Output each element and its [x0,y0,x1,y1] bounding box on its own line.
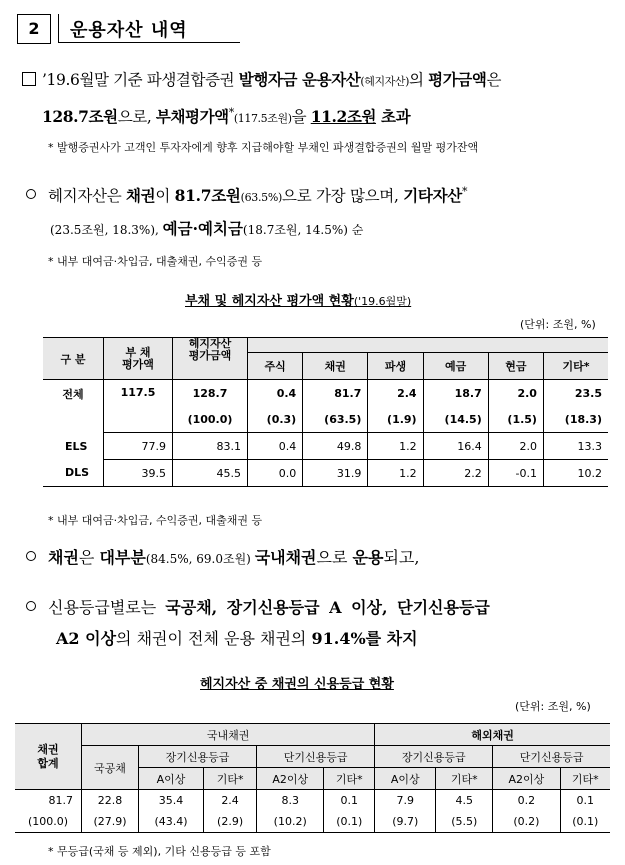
cell: 81.7 [303,380,368,407]
text-bold: A2 이상 [56,629,117,648]
text-small: (63.5%) [240,191,283,205]
header-col: 예금 [423,353,488,380]
table-row [43,433,608,460]
text-bold: 운용 [352,548,384,567]
paragraph-3 [26,542,419,575]
paragraph-1 [22,64,622,134]
text: 헤지자산은 [48,187,126,206]
text-bold: 부채평가액 [155,107,229,127]
row-label: 전체 [43,380,104,433]
header-gov: 국공채 [82,746,139,790]
header-hedge: 헤지자산 평가금액 [173,338,248,380]
text-bold: 초과 [376,107,411,127]
cell: 22.8 [82,790,139,812]
credit-rating-table [15,723,610,833]
section-divider [58,14,59,43]
text-bold: 예금·예치금 [162,219,243,239]
cell: 0.4 [248,433,303,460]
cell: (9.7) [375,811,436,833]
cell: 49.8 [303,433,368,460]
table1-title-suffix: ('19.6월말) [353,295,412,308]
cell: (100.0) [173,406,248,433]
cell: 83.1 [173,433,248,460]
cell: (0.3) [248,406,303,433]
note-1: * 발행증권사가 고객인 투자자에게 향후 지급해야할 부채인 파생결합증권의 월말 평가잔액 [48,141,479,154]
cell: 8.3 [257,790,324,812]
text: 으로 가장 많으며, [282,187,404,206]
table-row [43,380,608,407]
text-bold: 국내채권 [254,548,317,567]
cell: (27.9) [82,811,139,833]
text: 으로, [117,108,156,127]
text: 을 [291,108,311,127]
text: ’19.6월말 기준 파생결합증권 [42,71,239,89]
header-sub: 기타* [324,768,375,790]
cell: 0.2 [493,790,560,812]
header-long-foreign: 장기신용등급 [375,746,493,768]
cell: 2.4 [368,380,423,407]
section-number: 2 [17,14,51,44]
text: 의 [409,71,429,89]
header-spacer [248,338,609,353]
cell: 1.2 [368,460,423,487]
row-label: ELS [43,433,104,460]
text-bold: 채권 [48,548,79,567]
cell: 23.5 [543,380,608,407]
cell: 81.7 [15,790,82,812]
header-col: 현금 [488,353,543,380]
text-bold: 91.4%를 차지 [311,629,418,648]
header-total: 채권 합계 [15,724,82,790]
paragraph-2 [26,176,625,246]
table1-title-text: 부채 및 헤지자산 평가액 현황 [185,294,354,309]
note-2: * 내부 대여금·차입금, 대출채권, 수익증권 등 [48,255,263,268]
cell: (100.0) [15,811,82,833]
text-bold: 11.2조원 [310,107,377,127]
header-domestic: 국내채권 [82,724,375,746]
table2-unit: (단위: 조원, %) [515,700,591,713]
table2-note: * 무등급(국채 등 제외), 기타 신용등급 등 포함 [48,845,271,858]
cell: 16.4 [423,433,488,460]
cell: 10.2 [543,460,608,487]
circle-bullet-icon [26,189,36,199]
table-row [43,460,608,487]
text-bold: 평가금액 [428,70,487,89]
cell: (2.9) [204,811,257,833]
cell: 2.4 [204,790,257,812]
footnote-marker: * [228,106,234,119]
header-long: 장기신용등급 [139,746,257,768]
cell: 2.0 [488,433,543,460]
cell: (1.5) [488,406,543,433]
circle-bullet-icon [26,601,36,611]
cell: (10.2) [257,811,324,833]
text-bold: 기타자산 [403,186,462,206]
text: 은 [78,548,100,567]
cell: 1.2 [368,433,423,460]
cell: (18.3) [543,406,608,433]
text: 의 채권이 전체 운용 채권의 [116,629,312,648]
cell: 39.5 [104,460,173,487]
cell: 77.9 [104,433,173,460]
cell: 0.4 [248,380,303,407]
cell: 0.1 [560,790,610,812]
cell: (5.5) [436,811,493,833]
text-bold: 대부분 [99,548,146,567]
header-sub: 기타* [436,768,493,790]
text: 은 [486,71,502,89]
cell: (1.9) [368,406,423,433]
header-short-foreign: 단기신용등급 [493,746,610,768]
cell: -0.1 [488,460,543,487]
cell: 18.7 [423,380,488,407]
text-small: (84.5%, 69.0조원) [145,552,255,566]
cell: 4.5 [436,790,493,812]
text-bold: 발행자금 운용자산 [238,70,361,89]
cell: (14.5) [423,406,488,433]
text-small: (117.5조원) [233,112,292,126]
section-underline [58,42,240,43]
header-short: 단기신용등급 [257,746,375,768]
footnote-marker: * [461,185,468,198]
header-sub: A이상 [375,768,436,790]
header-sub: 기타* [204,768,257,790]
cell: 117.5 [104,380,173,433]
paragraph-4 [26,592,625,654]
header-sub: 기타* [560,768,610,790]
cell: 13.3 [543,433,608,460]
text: 신용등급별로는 [48,598,166,617]
cell: 45.5 [173,460,248,487]
text-small: (23.5조원, 18.3%), [50,223,163,238]
cell: 0.1 [324,790,375,812]
cell: (0.1) [560,811,610,833]
header-col: 채권 [303,353,368,380]
cell: (0.1) [324,811,375,833]
cell: (63.5) [303,406,368,433]
section-title: 운용자산 내역 [70,20,188,41]
header-foreign: 해외채권 [375,724,610,746]
table-row [15,811,610,833]
liability-hedge-table [43,337,608,487]
text: 으로 [316,548,353,567]
text-bold: 국공채, 장기신용등급 A 이상, 단기신용등급 [165,598,490,617]
cell: 128.7 [173,380,248,407]
cell: 2.0 [488,380,543,407]
row-label: DLS [43,460,104,487]
header-sub: A이상 [139,768,204,790]
text-small: (헤지자산) [360,75,410,88]
text-bold: 81.7조원 [174,186,241,206]
table-row [15,790,610,812]
table1-title [185,290,411,309]
cell: 35.4 [139,790,204,812]
cell: (0.2) [493,811,560,833]
text: 되고, [383,548,420,567]
table1-note: * 내부 대여금·차입금, 수익증권, 대출채권 등 [48,514,263,527]
square-bullet-icon [22,72,36,86]
header-debt: 부 채 평가액 [104,338,173,380]
header-col: 주식 [248,353,303,380]
text: 이 [155,187,175,206]
header-sub: A2이상 [493,768,560,790]
header-col: 기타* [543,353,608,380]
cell: 0.0 [248,460,303,487]
cell: (43.4) [139,811,204,833]
cell: 31.9 [303,460,368,487]
cell: 2.2 [423,460,488,487]
text-bold: 128.7조원 [42,107,118,127]
cell: 7.9 [375,790,436,812]
header-sub: A2이상 [257,768,324,790]
table1-unit: (단위: 조원, %) [520,318,596,331]
table2-title: 헤지자산 중 채권의 신용등급 현황 [200,677,394,692]
text-small: (18.7조원, 14.5%) 순 [242,223,364,238]
header-gubun: 구 분 [43,338,104,380]
text-bold: 채권 [126,186,156,206]
header-col: 파생 [368,353,423,380]
circle-bullet-icon [26,551,36,561]
